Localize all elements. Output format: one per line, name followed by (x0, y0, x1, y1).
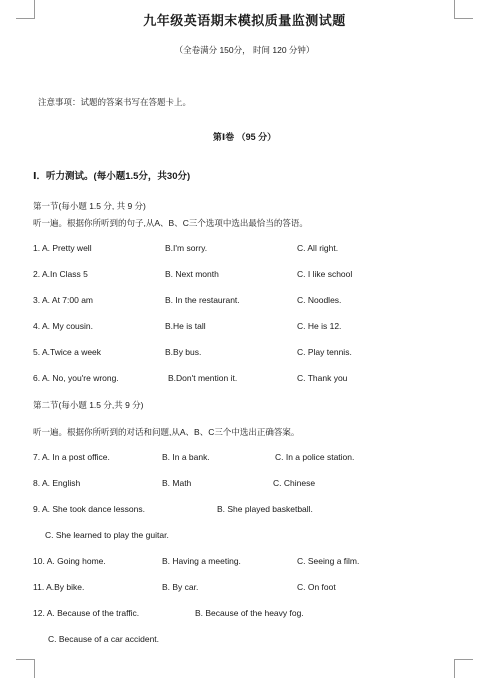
question-7-option-b: B. In a bank. (162, 452, 210, 462)
question-5-option-a: 5. A.Twice a week (33, 347, 102, 357)
question-3-option-c: C. Noodles. (297, 295, 342, 305)
question-12-option-a: 12. A. Because of the traffic. (33, 608, 140, 618)
question-5-option-b: B.By bus. (165, 347, 202, 357)
question-3-option-a: 3. A. At 7:00 am (33, 295, 94, 305)
question-1-option-b: B.I'm sorry. (165, 243, 208, 253)
section1-heading: 第一节(每小题 1.5 分, 共 9 分) (33, 201, 146, 211)
question-4-option-b: B.He is tall (165, 321, 206, 331)
exam-title: 九年级英语期末模拟质量监测试题 (143, 14, 346, 29)
part-heading: Ⅰ．听力测试。(每小题1.5分，共30分) (33, 171, 191, 182)
question-9-option-b: B. She played basketball. (217, 504, 313, 514)
question-1-option-c: C. All right. (297, 243, 339, 253)
question-10-option-c: C. Seeing a film. (297, 556, 360, 566)
question-6-option-b: B.Don't mention it. (168, 373, 238, 383)
question-12-option-b: B. Because of the heavy fog. (195, 608, 304, 618)
question-9-option-c: C. She learned to play the guitar. (45, 530, 169, 540)
question-1-option-a: 1. A. Pretty well (33, 243, 92, 253)
question-11-option-c: C. On foot (297, 582, 336, 592)
question-6-option-c: C. Thank you (297, 373, 348, 383)
question-4-option-a: 4. A. My cousin. (33, 321, 93, 331)
volume-heading: 第Ⅰ卷 （95 分） (212, 132, 277, 142)
question-8-option-a: 8. A. English (33, 478, 81, 488)
question-11-option-a: 11. A.By bike. (33, 582, 85, 592)
question-2-option-a: 2. A.In Class 5 (33, 269, 88, 279)
question-7-option-a: 7. A. In a post office. (33, 452, 110, 462)
question-4-option-c: C. He is 12. (297, 321, 342, 331)
page-corner-mark-bottom-left (16, 659, 35, 678)
question-8-option-b: B. Math (162, 478, 192, 488)
exam-subtitle: （全卷满分 150分， 时间 120 分钟） (174, 45, 315, 55)
notice: 注意事项：试题的答案书写在答题卡上。 (38, 97, 192, 107)
question-10-option-a: 10. A. Going home. (33, 556, 106, 566)
question-2-option-c: C. I like school (297, 269, 353, 279)
question-8-option-c: C. Chinese (273, 478, 316, 488)
question-6-option-a: 6. A. No, you're wrong. (33, 373, 119, 383)
question-2-option-b: B. Next month (165, 269, 219, 279)
page-corner-mark-bottom-right (454, 659, 473, 678)
question-5-option-c: C. Play tennis. (297, 347, 352, 357)
question-12-option-c: C. Because of a car accident. (48, 634, 160, 644)
section2-instruction: 听一遍。根据你所听到的对话和问题,从A、B、C三个中选出正确答案。 (33, 427, 300, 437)
section2-heading: 第二节(每小题 1.5 分,共 9 分) (33, 400, 144, 410)
section1-instruction: 听一遍。根据你所听到的句子,从A、B、C三个选项中选出最恰当的答语。 (33, 218, 308, 228)
question-10-option-b: B. Having a meeting. (162, 556, 241, 566)
question-9-option-a: 9. A. She took dance lessons. (33, 504, 145, 514)
question-11-option-b: B. By car. (162, 582, 199, 592)
question-7-option-c: C. In a police station. (275, 452, 355, 462)
question-3-option-b: B. In the restaurant. (165, 295, 240, 305)
